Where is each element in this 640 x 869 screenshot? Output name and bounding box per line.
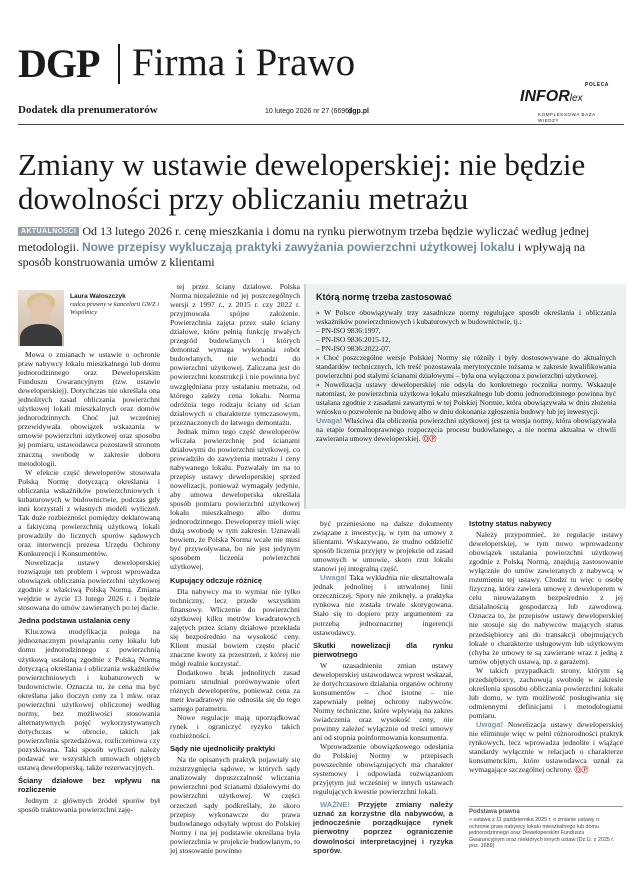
important-label: WAŻNE! <box>320 800 350 810</box>
note-text: Nowelizacja ustawy deweloperskiej nie eliminuje więc w pełni różnorodności praktyk rynkowych, lecz wprowadza jednolite i wiążące standardy wyłącznie w relacjach o charakterze konsumenckim, które ustawodawca uznał za wymagające szczególnej ochrony. <box>469 719 623 775</box>
partner-logo[interactable] <box>520 88 583 106</box>
section-tag: AKTUALNOŚCI <box>18 227 79 236</box>
info-box-item: » W Polsce obowiązywały trzy zasadnicze normy regulujące sposób określania i obliczania wskaźników powierzchniowych i kubaturowych w budownictwie, tj.: <box>316 308 616 326</box>
paragraph: W efekcie część deweloperów stosowała Polską Normę dotyczącą określania i obliczania wskaźników powierzchniowych i kubaturowych w budownictwie, podczas gdy inni korzystali z własnych modeli wyliczeń. Tak duże rozbieżności pomiędzy deklarowaną a faktyczną powierzchnią użytkową lokali prowadziły do licznych sporów sądowych oraz interwencji prezesa Urzędu Ochrony Konkurencji i Konsumentów. <box>18 467 160 559</box>
important-text: Przyjęte zmiany należy uznać za korzystne dla nabywców, a jednocześnie porządkujące rynek pierwotny poprzez ograniczenie dowolności interpretacyjnej i ryzyka sporów. <box>313 800 453 855</box>
legal-basis-title: Podstawa prawna <box>469 809 520 815</box>
article-column-1 <box>18 350 160 814</box>
article-column-2 <box>170 282 300 855</box>
paragraph: Nowe regulacje mają uporządkować rynek i ograniczyć ryzyko takich rozbieżności. <box>170 713 300 741</box>
article-lead <box>18 224 608 271</box>
author-name: Laura Waloszczyk <box>70 293 126 300</box>
author-signature: ⓄⓅ <box>574 767 589 775</box>
info-box <box>304 284 626 509</box>
paragraph: Jednak mimo tego część deweloperów wliczała powierzchnię pod ścianami działowymi do powierzchni użytkowej, co prowadziło do zawyżenia metrażu i ceny nabywanego lokalu. Pozwalały im na to przepisy ustawy deweloperskiej sprzed nowelizacji, ponieważ wymagały jedynie, aby umowa deweloperska określała sposób pomiaru powierzchni użytkowej lokalu mieszkalnego albo domu jednorodzinnego. Deweloperzy mieli więc dużą swobodę w tym zakresie. Uznawali bowiem, że Polska Norma wcale nie musi być przywoływana, bo nie jest jedynym sposobem liczenia powierzchni użytkowej. <box>170 426 300 572</box>
info-box-note <box>316 416 616 444</box>
note-text: Właściwa dla obliczenia powierzchni użytkowej jest ta wersja normy, która obowiązywała na etapie formalnoprawnego rozpoczęcia procesu budowlanego, a nie norma aktualna w chwili zawierania umowy deweloperskiej. <box>316 416 616 443</box>
article-column-4 <box>469 519 623 775</box>
norm-item: – PN-ISO 9836:2022-07. <box>316 344 391 353</box>
issue-info: 10 lutego 2026 nr 27 (6696) <box>265 108 352 115</box>
author-signature: ⓄⓅ <box>422 436 437 443</box>
subheading: Skutki nowelizacji dla rynku pierwotnego <box>313 640 453 659</box>
subheading: Jedna podstawa ustalania ceny <box>18 616 131 626</box>
subheading: Sądy nie ujednoliciły praktyki <box>170 744 276 754</box>
lead-text: Od 13 lutego 2026 r. cenę mieszkania i domu na rynku pierwotnym trzeba będzie wyliczać według jednej metodologii. <box>18 224 590 254</box>
legal-basis-text: » ustawa z 11 października 2025 r. o zmianie ustawy o ochronie praw nabywcy lokalu mieszkalnego lub domu jednorodzinnego oraz Deweloperskim Funduszu Gwarancyjnym oraz niektórych innych ustaw (Dz.U. z 2025 r. poz. 1689) <box>469 817 615 850</box>
info-box-item: » Choć poszczególne wersje Polskiej Normy się różniły i były dostosowywane do aktualnych standardów technicznych, ich treść pozostawała merytorycznie tożsama w zakresie kwalifikowania powierzchni pod stałymi ścianami działowymi – była ona wyłączona z powierzchni użytkowej. <box>316 353 616 380</box>
paragraph: tej przez ściany działowe. Polska Norma niezależnie od jej poszczególnych wersji z 1997 r., z 2015 r. czy 2022 r. przyjmowała spójne założenie. Powierzchnia zajęta przez stałe ściany działowe, które pełnią funkcję trwałych przegród budowlanych i których demontaż wymaga wykonania robót budowlanych, nie wchodzi do powierzchni użytkowej. Zaliczana jest do powierzchni konstrukcji i nie powinna być uwzględniana przy ustalaniu metrażu, od którego zależy cena lokalu. Norma odróżnia tego rodzaju ściany od ścian działowych o charakterze tymczasowym, przeznaczonych do łatwego demontażu. <box>170 282 300 427</box>
info-box-title: Którą normę trzeba zastosować <box>316 292 452 302</box>
norm-item: – PN-ISO 9836:2015-12, <box>316 335 391 344</box>
masthead-separator <box>118 44 120 84</box>
partner-logo-suffix: lex <box>569 93 583 104</box>
brand-logo[interactable]: DGP <box>18 41 100 86</box>
partner-label: POLECA <box>585 82 609 88</box>
paragraph: Dla nabywcy ma to wymiar nie tylko techniczny, lecz przede wszystkim finansowy. Wliczenie do powierzchni użytkowej kilku metrów kwadratowych zajętych przez ściany działowe przekłada się bezpośrednio na wysokość ceny. Klient musiał bowiem często płacić znaczne kwoty za przestrzeń, z której nie mógł realnie korzystać. <box>170 586 300 668</box>
article-headline: Zmiany w ustawie deweloperskiej: nie będzie dowolności przy obliczaniu metrażu <box>18 147 586 216</box>
info-box-body <box>316 308 616 444</box>
subheading: Ściany działowe bez wpływu na rozliczenie <box>18 776 160 795</box>
paragraph <box>469 720 623 775</box>
paragraph: Mowa o zmianach w ustawie o ochronie praw nabywcy lokalu mieszkalnego lub domu jednorodzinnego oraz Deweloperskim Funduszu Gwarancyjnym (tzw. ustawie deweloperskiej). Dotychczas nie określała ona jednolitych zasad obliczania powierzchni użytkowej lokali mieszkalnych oraz domów jednorodzinnych. Choć już wcześniej przewidywała obowiązek wskazania w umowie powierzchni użytkowej oraz sposobu jej pomiaru, ustawodawca pozostawił stronom znaczną swobodę w zakresie doboru metodologii. <box>18 350 160 468</box>
important-note <box>313 800 453 854</box>
note-label: Uwaga! <box>320 573 348 583</box>
paragraph: Wprowadzenie obowiązkowego odesłania do Polskiej Normy w przepisach powszechnie obowiązujących ma charakter systemowy i odpowiada rozwiązaniom przyjętym już wcześniej w innych ustawach regulujących kwestie powierzchni lokali. <box>313 742 453 797</box>
info-box-item: » Nowelizacja ustawy deweloperskiej nie odsyła do konkretnego rocznika normy. Wskazuje natomiast, że powierzchnia użytkowa lokalu mieszkalnego lub domu jednorodzinnego powinna być ustalana zgodnie z zasadami zawartymi w tej Polskiej Normie, która obowiązywała w dniu złożenia wniosku o pozwolenie na budowę albo w dniu dokonania zgłoszenia budowy lub jej inwestycji. <box>316 380 616 416</box>
lead-tail: i wpływają na sposób konstruowania umów z klientami <box>18 239 586 269</box>
paragraph <box>313 573 453 636</box>
note-label: Uwaga! <box>316 416 343 425</box>
partner-logo-text: INFOR <box>520 88 570 105</box>
footnote-rule <box>469 806 623 807</box>
author-role: radca prawny w kancelarii GWZ i Wspólnicy <box>70 301 160 316</box>
author-photo <box>18 290 64 346</box>
partner-tagline: KOMPLEKSOWA BAZA WIEDZY <box>538 112 596 123</box>
supplement-label: Dodatek dla prenumeratorów <box>18 104 158 116</box>
subheading: Istotny status nabywcy <box>469 519 552 528</box>
paragraph: W uzasadnieniu zmian ustawy deweloperskiej ustawodawca wprost wskazał, że dotychczasowe działania organów ochrony konsumentów – choć istotne – nie zapewniały pełnej ochrony nabywców. Normy techniczne, które wpływają na zakres świadczenia oraz wysokość ceny, nie powinny zależeć wyłącznie od treści umowy ani od stopnia poinformowania konsumenta. <box>313 660 453 742</box>
note-text: Taka wykładnia nie ukształtowała jednak jednolitej i utrwalonej linii orzeczniczej. Spory nie zniknęły, a praktyka rynkowa nie została trwale skorygowana. Stało się to dopiero przy argumentem za potrzebą jednoznacznej ingerencji ustawodawcy. <box>313 573 453 637</box>
paragraph: W takich przypadkach strony, którym są przedsiębiorcy, zachowują swobodę w zakresie określenia sposobu obliczania powierzchni lokalu lub domu, w tym możliwość posługiwania się odmiennymi definicjami i metodologiami pomiaru. <box>469 665 623 720</box>
section-title: Firma i Prawo <box>132 41 356 84</box>
article-column-3 <box>313 519 453 855</box>
paragraph: Jednym z głównych źródeł sporów był sposób traktowania powierzchni zaję- <box>18 796 160 815</box>
norm-item: – PN-ISO 9836:1997, <box>316 326 381 335</box>
site-link[interactable]: dgp.pl <box>348 108 369 115</box>
paragraph: Należy przypomnieć, że regulacje ustawy deweloperskiej, w tym nowo wprowadzony obowiązek ustalania powierzchni użytkowej zgodnie z Polską Normą, znajdują zastosowanie wyłącznie do umów zawieranych z nabywcą w rozumieniu tej ustawy. Chodzi tu więc o osobę fizyczną, która zawiera umowę z deweloperem w celu nieuważanym bezpośrednio z jej działalnością gospodarczą lub zawodową. Oznacza to, że przepisów ustawy deweloperskiej nie stosuje się do nabywców mających status przedsiębiorcy ani do transakcji obejmujących lokale o charakterze usługowym lub użytkowym (chyba że umowy te są zawierane wraz z jedną z umów objętych ustawą, np. z garażem). <box>469 530 623 666</box>
lead-accent: Nowe przepisy wykluczają praktyki zawyżania powierzchni użytkowej lokalu <box>82 239 515 254</box>
paragraph: Na tle opisanych praktyk pojawiały się rozstrzygnięcia sądowe, w których sądy analizowały dopuszczalność wliczania powierzchni pod ścianami działowymi do powierzchni użytkowej. W części orzeczeń sądy podkreślały, że skoro przepisy wykonawcze do prawa budowlanego odsyłały wprost do Polskiej Normy i na jej podstawie określana była powierzchnia w projekcie budowlanym, to jej stosowanie powinno <box>170 755 300 855</box>
subheading: Kupujący odczuje różnicę <box>170 575 263 585</box>
paragraph: być przeniesione na dalsze dokumenty związane z inwestycją, w tym na umowy z klientami. Wskazywano, że trudno oddzielić sposób liczenia przyjęty w projekcie od zasad umownych w umowie, skoro rzut lokalu stanowi jej integralną część. <box>313 519 453 574</box>
note-label: Uwaga! <box>476 719 504 729</box>
paragraph: Kluczowa modyfikacja polega na jednoznacznym powiązaniu ceny lokalu lub domu jednorodzinnego z powierzchnią użytkową ustaloną zgodnie z Polską Normą dotyczącą określania i obliczania wskaźników powierzchniowych i kubaturowych w budownictwie. Oznacza to, że cena ma być określana jako iloczyn ceny za 1 mkw. oraz powierzchni użytkowej obliczonej według normy, bez możliwości stosowania alternatywnych pojęć wykorzystywanych dotychczas w obrocie, takich jak powierzchnia sprzedażowa, rozliczeniowa czy pozyskiwana. Taki sposób wyliczeń należy podawać we wszystkich umowach objętych ustawą deweloperską, także rezerwacyjnych. <box>18 627 160 773</box>
author-byline <box>70 293 160 317</box>
paragraph: Dodatkowo brak jednolitych zasad pomiaru utrudniał porównywanie ofert różnych deweloperów, ponieważ cena za metr kwadratowy nie odnosiła się do tego samego parametru. <box>170 667 300 714</box>
masthead-rule <box>18 124 624 125</box>
paragraph: Nowelizacja ustawy deweloperskiej rozwiązuje ten problem i wprost wprowadza obowiązek obliczania powierzchni użytkowej zgodnie z właściwą Polską Normą. Zmiana wejdzie w życie 13 lutego 2026 r. i będzie stosowana do umów zawieranych po tej dacie. <box>18 558 160 613</box>
